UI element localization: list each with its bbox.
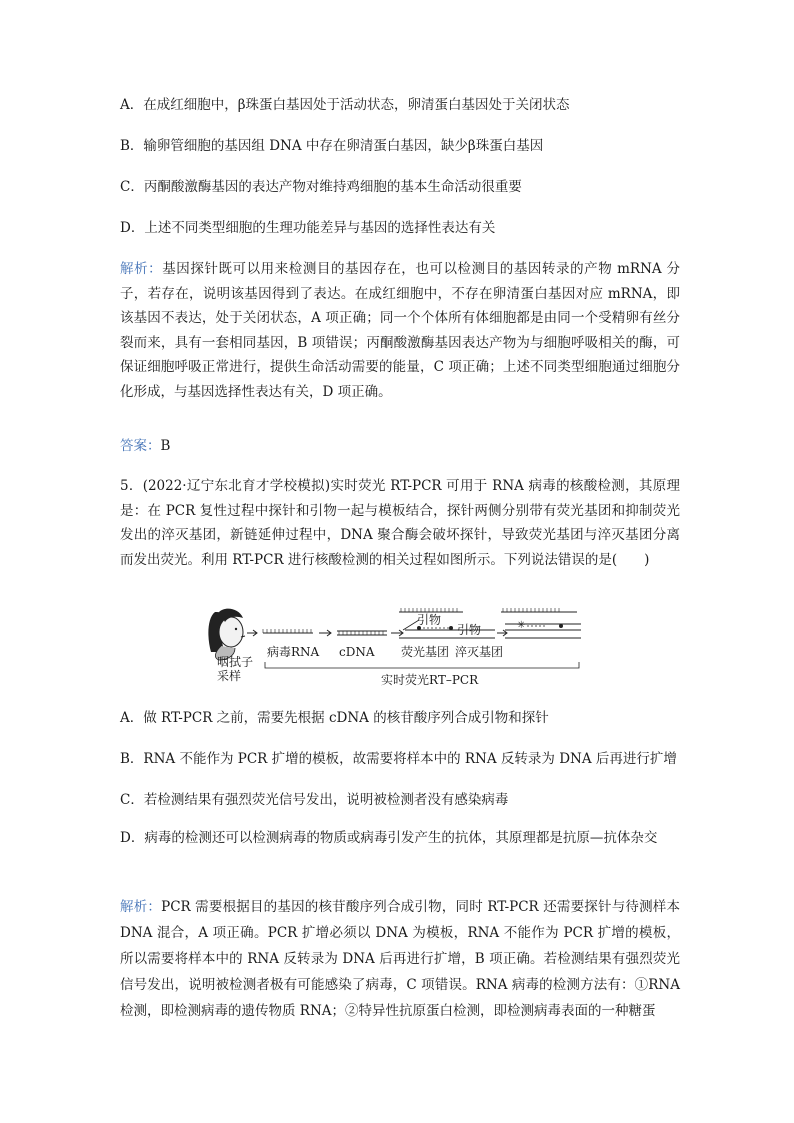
cdna-label: cDNA: [339, 645, 375, 659]
rt-pcr-diagram: [205, 604, 585, 692]
rt-pcr-figure: [205, 604, 585, 692]
analysis-text: 基因探针既可以用来检测目的基因存在，也可以检测目的基因转录的产物 mRNA 分子，若存在，说明该基因得到了表达。在成红细胞中，不存在卵清蛋白基因对应 mRNA，即该基因不表达，处于关闭状态，A 项正确；同一个个体所有体细胞都是由同一个受精卵有丝分裂而来，具有一套相同基因，B 项错误；丙酮酸激酶基因表达产物为与细胞呼吸相关的酶，可保证细胞呼吸正常进行，提供生命活动需要的能量，C 项正确；上述不同类型细胞通过细胞分化形成，与基因选择性表达有关，D 项正确。: [120, 261, 681, 400]
answer-label: 答案：: [120, 438, 161, 454]
virus-rna-strand: [263, 629, 313, 633]
q5-option-b: B．RNA 不能作为 PCR 扩增的模板，故需要将样本中的 RNA 反转录为 DNA 后再进行扩增: [120, 751, 677, 767]
q4-option-c: C．丙酮酸激酶基因的表达产物对维持鸡细胞的基本生命活动很重要: [120, 179, 522, 195]
pcr-extension-strands: [501, 608, 581, 638]
q5-stem: 5．(2022·辽宁东北育才学校模拟)实时荧光 RT-PCR 可用于 RNA 病毒的核酸检测，其原理是：在 PCR 复性过程中探针和引物一起与模板结合，探针两侧分别带有荧光基团和抑制荧光发出的淬灭基团，新链延伸过程中，DNA 聚合酶会破坏探针，导致荧光基团与淬灭基团分离而发出荧光。利用 RT-PCR 进行核酸检测的相关过程如图所示。下列说法错误的是( ): [120, 478, 680, 568]
fluor-group-label: 荧光基团: [401, 645, 450, 659]
q4-option-d: D．上述不同类型细胞的生理功能差异与基因的选择性表达有关: [120, 220, 496, 236]
q4-analysis: [120, 257, 680, 404]
swab-label-2: 采样: [217, 669, 242, 683]
analysis-label: 解析：: [120, 261, 163, 277]
q4-option-b: B．输卵管细胞的基因组 DNA 中存在卵清蛋白基因，缺少β珠蛋白基因: [120, 138, 544, 154]
answer-value: B: [160, 438, 171, 454]
q5-analysis: [120, 894, 680, 1024]
cdna-strand: [337, 631, 387, 635]
bracket-label: 实时荧光RT–PCR: [381, 673, 479, 687]
analysis-label: 解析：: [120, 899, 162, 915]
person-swab-icon: [208, 609, 245, 660]
q4-answer: [120, 437, 680, 455]
primer-label-1: 引物: [417, 613, 442, 627]
figure-bracket: [265, 662, 579, 668]
virus-rna-label: 病毒RNA: [267, 645, 320, 659]
q5-option-d: D．病毒的检测还可以检测病毒的物质或病毒引发产生的抗体，其原理都是抗原—抗体杂交: [120, 830, 658, 846]
svg-text:✳: ✳: [517, 620, 526, 631]
quench-group-label: 淬灭基团: [455, 645, 504, 659]
q4-option-a: A．在成红细胞中，β珠蛋白基因处于活动状态，卵清蛋白基因处于关闭状态: [120, 97, 570, 113]
q5-option-c: C．若检测结果有强烈荧光信号发出，说明被检测者没有感染病毒: [120, 792, 509, 808]
primer-label-2: 引物: [457, 623, 482, 637]
analysis-text: PCR 需要根据目的基因的核苷酸序列合成引物，同时 RT-PCR 还需要探针与待测样本 DNA 混合，A 项正确。PCR 扩增必须以 DNA 为模板，RNA 不能作为 PCR 扩增的模板，所以需要将样本中的 RNA 反转录为 DNA 后再进行扩增，B 项正确。若检测结果有强烈荧光信号发出，说明被检测者极有可能感染了病毒，C 项错误。RNA 病毒的检测方法有：①RNA 检测，即检测病毒的遗传物质 RNA；②特异性抗原蛋白检测，即检测病毒表面的一种糖蛋: [120, 899, 681, 1019]
swab-label-1: 咽拭子: [217, 655, 254, 669]
q5-option-a: A．做 RT-PCR 之前，需要先根据 cDNA 的核苷酸序列合成引物和探针: [120, 710, 549, 726]
